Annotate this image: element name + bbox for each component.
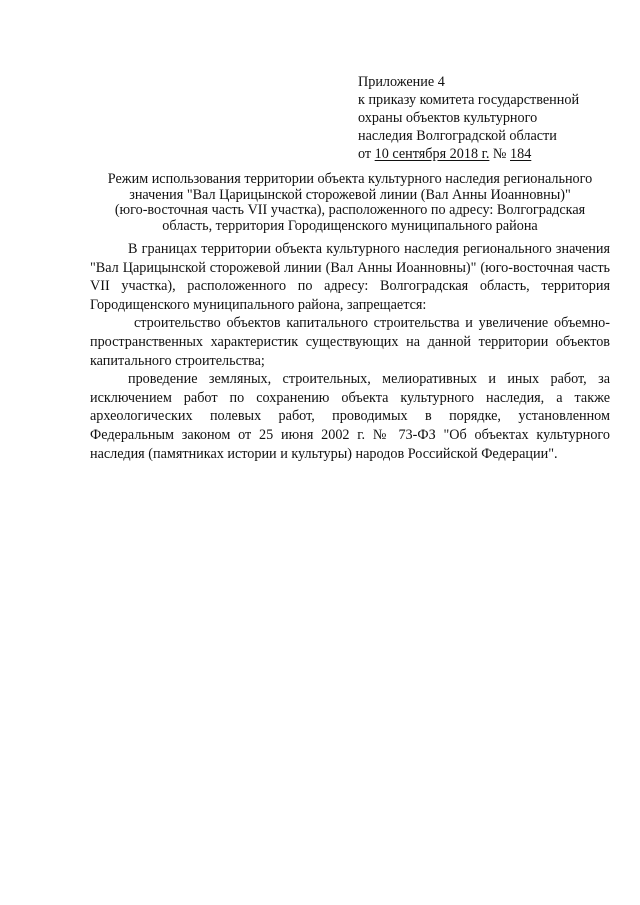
appendix-committee-line: охраны объектов культурного [358, 110, 538, 126]
appendix-date-line [358, 145, 628, 163]
document-body [90, 240, 610, 463]
number-prefix: № [492, 146, 507, 162]
appendix-region-line: наследия Волгоградской области [358, 128, 557, 144]
document-title [84, 172, 616, 234]
order-date: 10 сентября 2018 г. [374, 146, 490, 162]
appendix-order-ref: к приказу комитета государственной [358, 92, 580, 108]
appendix-header [358, 73, 628, 163]
title-line: Режим использования территории объекта культурного наследия регионального [107, 171, 593, 187]
date-prefix: от [358, 146, 372, 162]
body-paragraph: В границах территории объекта культурного наследия регионального значения "Вал Царицынской сторожевой линии (Вал Анны Иоанновны)" (юго-восточная часть VII участка), расположенного по адресу: Волгоградская область, территория Городищенского муниципального района, запрещается: [90, 241, 610, 313]
appendix-number: Приложение 4 [358, 74, 445, 90]
title-line: (юго-восточная часть VII участка), расположенного по адресу: Волгоградская [114, 202, 586, 218]
order-number: 184 [510, 146, 532, 162]
title-line: область, территория Городищенского муниципального района [162, 217, 538, 234]
body-paragraph: проведение земляных, строительных, мелиоративных и иных работ, за исключением работ по сохранению объекта культурного наследия, а также археологических полевых работ, проводимых в порядке, установленном Федеральным законом от 25 июня 2002 г. № 73-ФЗ "Об объектах культурного наследия (памятниках истории и культуры) народов Российской Федерации". [90, 371, 610, 462]
body-paragraph: строительство объектов капитального строительства и увеличение объемно-пространственных характеристик существующих на данной территории объектов капитального строительства; [90, 315, 610, 369]
title-line: значения "Вал Царицынской сторожевой линии (Вал Анны Иоанновны)" [129, 186, 571, 203]
